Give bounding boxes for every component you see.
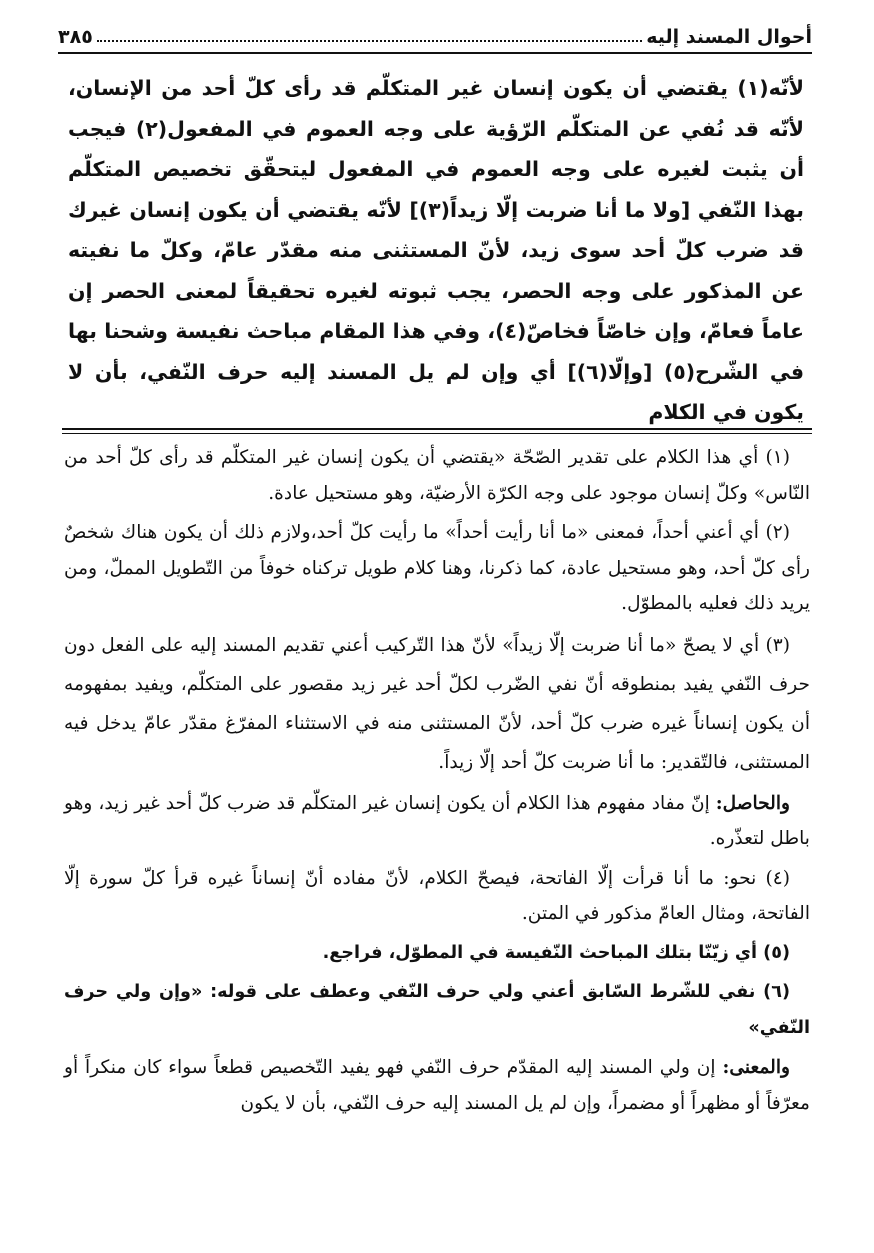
footnote-6: (٦) نفي للشّرط السّابق أعني ولي حرف النّفي وعطف على قوله: «وإن ولي حرف النّفي» [64,982,810,1038]
footnote-3-summary [64,786,810,857]
footnotes [64,440,810,1125]
footnote-1: (١) أي هذا الكلام على تقدير الصّحّة «يقتضي أن يكون إنسان غير المتكلّم قد رأى كلّ أحد من النّاس» وكلّ إنسان موجود على وجه الكرّة الأرضيّة، وهو مستحيل عادة. [64,447,810,504]
summary-text: إنّ مفاد مفهوم هذا الكلام أن يكون إنسان غير المتكلّم قد ضرب كلّ أحد غير زيد، وهو باطل لتعذّره. [64,792,810,849]
page-number: ٣٨٥ [58,26,93,48]
footnote-3: (٣) أي لا يصحّ «ما أنا ضربت إلّا زيداً» لأنّ هذا التّركيب أعني تقديم المسند إليه على الفعل دون حرف النّفي يفيد بمنطوقه أنّ نفي الضّرب لكلّ أحد غير زيد مقصور على المتكلّم، ويفيد بمفهومه أن يكون إنساناً غيره ضرب كلّ أحد، لأنّ المستثنى منه في الاستثناء المفرّغ مقدّر عامّ يدخل فيه المستثنى، فالتّقدير: ما أنا ضربت كلّ أحد إلّا زيداً. [64,634,810,773]
footnote-6-meaning [64,1050,810,1121]
chapter-title: أحوال المسند إليه [646,26,812,48]
main-paragraph: لأنّه(١) يقتضي أن يكون إنسان غير المتكلّم قد رأى كلّ أحد من الإنسان، لأنّه قد نُفي عن المتكلّم الرّؤية على وجه العموم في المفعول(٢) فيجب أن يثبت لغيره على وجه العموم في المفعول ليتحقّق تخصيص المتكلّم بهذا النّفي [ولا ما أنا ضربت إلّا زيداً(٣)] لأنّه يقتضي أن يكون إنسان غيرك قد ضرب كلّ أحد سوى زيد، لأنّ المستثنى منه مقدّر عامّ، وكلّ ما نفيته عن المذكور على وجه الحصر، يجب ثبوته لغيره تحقيقاً لمعنى الحصر إن عاماً فعامّ، وإن خاصّاً فخاصّ(٤)، وفي هذا المقام مباحث نفيسة وشحنا بها في الشّرح(٥) [وإلّا(٦)] أي وإن لم يل المسند إليه حرف النّفي، بأن لا يكون في الكلام [68,76,804,424]
footnote-5: (٥) أي زيّنّا بتلك المباحث النّفيسة في المطوّل، فراجع. [322,942,790,963]
footnote-4: (٤) نحو: ما أنا قرأت إلّا الفاتحة، فيصحّ الكلام، لأنّ مفاده أنّ إنساناً غيره قرأ كلّ سورة إلّا الفاتحة، ومثال العامّ مذكور في المتن. [64,867,810,924]
meaning-lead: والمعنى: [722,1057,790,1078]
main-text-block [68,68,804,433]
footnote-separator [62,428,812,434]
footnote-2: (٢) أي أعني أحداً، فمعنى «ما أنا رأيت أحداً» ما رأيت كلّ أحد،ولازم ذلك أن يكون هناك شخصٌ رأى كلّ أحد، وهو مستحيل عادة، كما ذكرنا، وهنا كلام طويل تركناه خوفاً من التّطويل المملّ، ومن يريد ذلك فعليه بالمطوّل. [64,522,810,614]
header-rule [58,52,812,54]
running-header [58,14,812,48]
summary-lead: والحاصل: [715,792,790,814]
meaning-text: إن ولي المسند إليه المقدّم حرف النّفي فهو يفيد التّخصيص قطعاً سواء كان منكراً أو معرّفاً أو مظهراً أو مضمراً، وإن لم يل المسند إليه حرف النّفي، بأن لا يكون [64,1057,810,1114]
leader-dots [97,40,642,42]
